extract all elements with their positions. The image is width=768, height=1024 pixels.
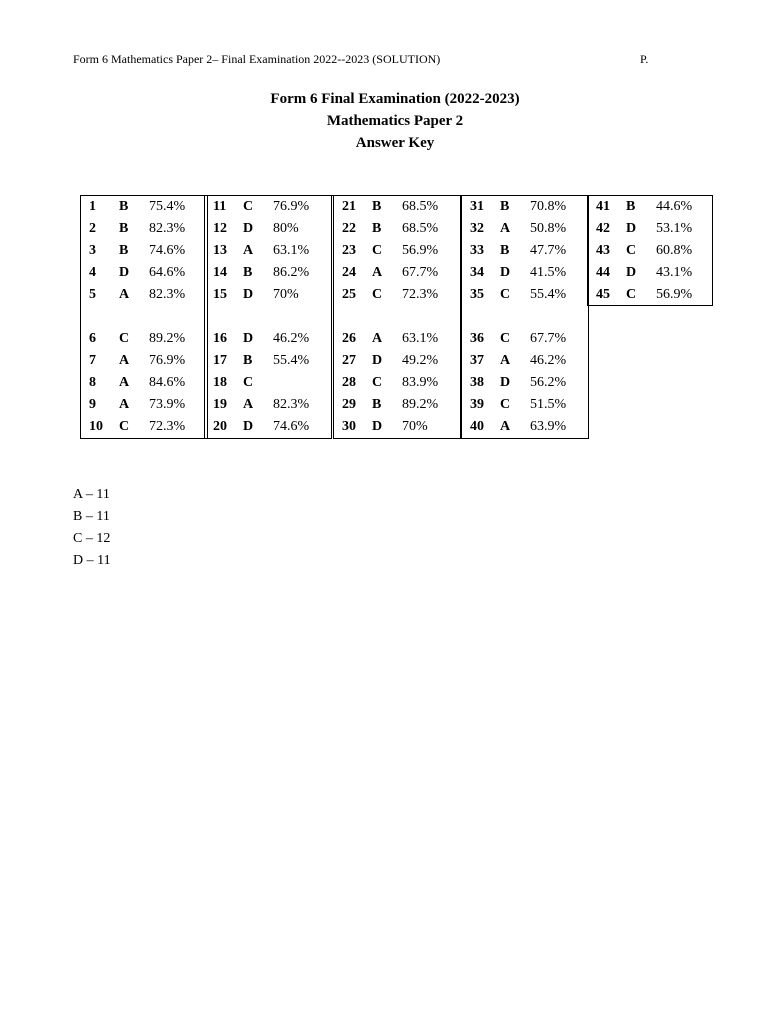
answer-letter: A xyxy=(500,221,511,236)
percent-correct: 72.3% xyxy=(149,419,186,434)
question-number: 34 xyxy=(470,265,484,280)
answer-column xyxy=(461,195,589,439)
percent-correct: 68.5% xyxy=(402,221,439,236)
question-number: 18 xyxy=(213,375,227,390)
percent-correct: 63.9% xyxy=(530,419,567,434)
percent-correct: 72.3% xyxy=(402,287,439,302)
question-number: 22 xyxy=(342,221,356,236)
answer-letter: D xyxy=(372,419,383,434)
answer-letter: A xyxy=(243,243,254,258)
percent-correct: 56.9% xyxy=(656,287,693,302)
question-number: 17 xyxy=(213,353,227,368)
percent-correct: 55.4% xyxy=(273,353,310,368)
answer-letter: D xyxy=(372,353,383,368)
question-number: 20 xyxy=(213,419,227,434)
question-number: 10 xyxy=(89,419,103,434)
question-number: 16 xyxy=(213,331,227,346)
question-number: 14 xyxy=(213,265,227,280)
percent-correct: 70% xyxy=(402,419,428,434)
percent-correct: 43.1% xyxy=(656,265,693,280)
percent-correct: 76.9% xyxy=(273,199,310,214)
answer-letter: C xyxy=(500,331,511,346)
answer-letter: D xyxy=(243,287,254,302)
exam-title: Form 6 Final Examination (2022-2023) xyxy=(270,91,520,107)
question-number: 40 xyxy=(470,419,484,434)
question-number: 38 xyxy=(470,375,484,390)
percent-correct: 46.2% xyxy=(273,331,310,346)
question-number: 21 xyxy=(342,199,356,214)
answer-letter: C xyxy=(372,287,383,302)
count-a: A – 11 xyxy=(73,487,110,502)
answer-letter: A xyxy=(119,397,130,412)
question-number: 24 xyxy=(342,265,356,280)
question-number: 15 xyxy=(213,287,227,302)
answer-letter: C xyxy=(372,243,383,258)
percent-correct: 80% xyxy=(273,221,299,236)
answer-letter: A xyxy=(500,353,511,368)
percent-correct: 82.3% xyxy=(149,221,186,236)
percent-correct: 86.2% xyxy=(273,265,310,280)
question-number: 33 xyxy=(470,243,484,258)
percent-correct: 51.5% xyxy=(530,397,567,412)
percent-correct: 89.2% xyxy=(149,331,186,346)
question-number: 41 xyxy=(596,199,610,214)
answer-letter: C xyxy=(626,287,637,302)
answer-letter: A xyxy=(500,419,511,434)
question-number: 42 xyxy=(596,221,610,236)
percent-correct: 63.1% xyxy=(273,243,310,258)
question-number: 25 xyxy=(342,287,356,302)
running-header: Form 6 Mathematics Paper 2– Final Examination 2022--2023 (SOLUTION) xyxy=(73,52,441,66)
answer-letter: B xyxy=(500,243,510,258)
percent-correct: 84.6% xyxy=(149,375,186,390)
question-number: 3 xyxy=(89,243,96,258)
percent-correct: 67.7% xyxy=(402,265,439,280)
question-number: 45 xyxy=(596,287,610,302)
percent-correct: 68.5% xyxy=(402,199,439,214)
answer-letter: B xyxy=(119,243,129,258)
count-b: B – 11 xyxy=(73,509,110,524)
percent-correct: 74.6% xyxy=(149,243,186,258)
question-number: 23 xyxy=(342,243,356,258)
percent-correct: 83.9% xyxy=(402,375,439,390)
question-number: 39 xyxy=(470,397,484,412)
answer-letter: D xyxy=(243,331,254,346)
percent-correct: 63.1% xyxy=(402,331,439,346)
answer-letter: B xyxy=(372,397,382,412)
percent-correct: 82.3% xyxy=(273,397,310,412)
answer-letter: B xyxy=(626,199,636,214)
answer-letter: A xyxy=(119,375,130,390)
question-number: 36 xyxy=(470,331,484,346)
answer-letter: C xyxy=(372,375,383,390)
percent-correct: 82.3% xyxy=(149,287,186,302)
count-d: D – 11 xyxy=(73,553,111,568)
question-number: 31 xyxy=(470,199,484,214)
answer-letter: B xyxy=(372,199,382,214)
question-number: 37 xyxy=(470,353,484,368)
answer-letter: C xyxy=(119,331,130,346)
percent-correct: 49.2% xyxy=(402,353,439,368)
answer-letter: D xyxy=(500,375,511,390)
question-number: 32 xyxy=(470,221,484,236)
percent-correct: 74.6% xyxy=(273,419,310,434)
percent-correct: 46.2% xyxy=(530,353,567,368)
count-c: C – 12 xyxy=(73,531,111,546)
percent-correct: 41.5% xyxy=(530,265,567,280)
answer-letter: B xyxy=(119,199,129,214)
question-number: 11 xyxy=(213,199,227,214)
answer-letter: D xyxy=(500,265,511,280)
answer-letter: A xyxy=(243,397,254,412)
answer-letter: C xyxy=(119,419,130,434)
answer-column xyxy=(587,195,713,306)
answer-letter: C xyxy=(626,243,637,258)
question-number: 9 xyxy=(89,397,96,412)
answer-letter: D xyxy=(243,419,254,434)
answer-letter: A xyxy=(119,287,130,302)
title-block xyxy=(0,88,768,154)
percent-correct: 89.2% xyxy=(402,397,439,412)
question-number: 13 xyxy=(213,243,227,258)
question-number: 4 xyxy=(89,265,96,280)
answer-letter: B xyxy=(243,265,253,280)
question-number: 44 xyxy=(596,265,610,280)
percent-correct: 73.9% xyxy=(149,397,186,412)
percent-correct: 67.7% xyxy=(530,331,567,346)
answer-column xyxy=(333,195,461,439)
question-number: 5 xyxy=(89,287,96,302)
percent-correct: 60.8% xyxy=(656,243,693,258)
answer-distribution xyxy=(73,484,111,572)
answer-letter: C xyxy=(243,375,254,390)
question-number: 30 xyxy=(342,419,356,434)
answer-letter: B xyxy=(500,199,510,214)
answer-letter: D xyxy=(626,265,637,280)
answer-letter: A xyxy=(119,353,130,368)
percent-correct: 50.8% xyxy=(530,221,567,236)
percent-correct: 55.4% xyxy=(530,287,567,302)
answer-letter: B xyxy=(119,221,129,236)
question-number: 29 xyxy=(342,397,356,412)
question-number: 1 xyxy=(89,199,96,214)
page-number: P. xyxy=(640,52,649,66)
question-number: 7 xyxy=(89,353,96,368)
answer-letter: A xyxy=(372,331,383,346)
answer-column xyxy=(204,195,332,439)
answer-letter: C xyxy=(500,397,511,412)
percent-correct: 75.4% xyxy=(149,199,186,214)
percent-correct: 53.1% xyxy=(656,221,693,236)
answer-letter: A xyxy=(372,265,383,280)
percent-correct: 56.9% xyxy=(402,243,439,258)
answer-key-heading: Answer Key xyxy=(355,135,435,151)
answer-letter: D xyxy=(243,221,254,236)
percent-correct: 70% xyxy=(273,287,299,302)
question-number: 43 xyxy=(596,243,610,258)
percent-correct: 56.2% xyxy=(530,375,567,390)
answer-letter: C xyxy=(243,199,254,214)
answer-letter: B xyxy=(372,221,382,236)
percent-correct: 76.9% xyxy=(149,353,186,368)
percent-correct: 64.6% xyxy=(149,265,186,280)
answer-letter: D xyxy=(626,221,637,236)
question-number: 27 xyxy=(342,353,356,368)
question-number: 8 xyxy=(89,375,96,390)
answer-column xyxy=(80,195,208,439)
question-number: 28 xyxy=(342,375,356,390)
answer-letter: B xyxy=(243,353,253,368)
answer-letter: C xyxy=(500,287,511,302)
percent-correct: 70.8% xyxy=(530,199,567,214)
question-number: 2 xyxy=(89,221,96,236)
question-number: 35 xyxy=(470,287,484,302)
question-number: 6 xyxy=(89,331,96,346)
question-number: 26 xyxy=(342,331,356,346)
paper-title: Mathematics Paper 2 xyxy=(326,113,464,129)
question-number: 12 xyxy=(213,221,227,236)
answer-letter: D xyxy=(119,265,130,280)
question-number: 19 xyxy=(213,397,227,412)
percent-correct: 47.7% xyxy=(530,243,567,258)
percent-correct: 44.6% xyxy=(656,199,693,214)
